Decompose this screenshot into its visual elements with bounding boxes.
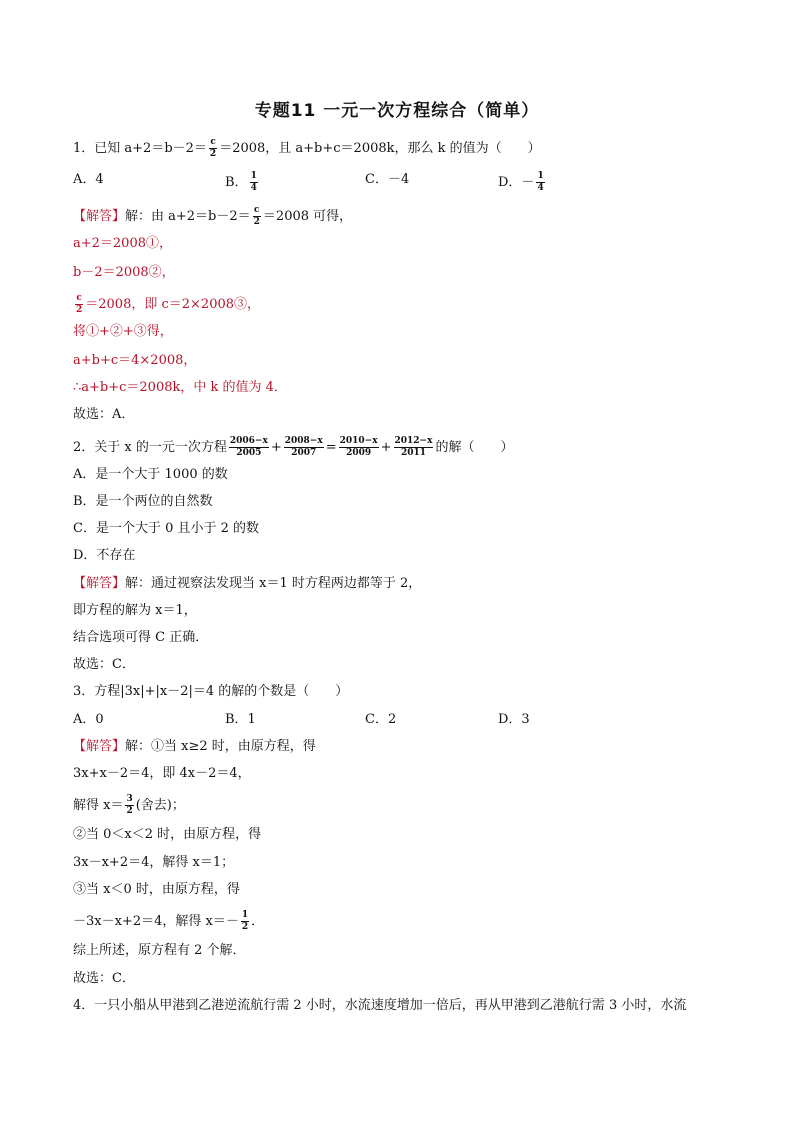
q1-option-c: C．－4 [365, 172, 410, 187]
q3-answer-line-3: 解得 x＝ $\frac{3}{2}$ (舍去)； [73, 794, 185, 816]
answer-label: 【解答】 [73, 576, 126, 591]
q2-answer-line-3: 结合选项可得 C 正确． [73, 630, 209, 645]
q2-option-a: A．是一个大于 1000 的数 [73, 467, 228, 482]
fraction: $\frac{2012-x}{2011}$ [394, 436, 433, 458]
page-title: 专题11 一元一次方程综合（简单） [254, 101, 540, 121]
fraction: $\frac{c}{2}$ [253, 205, 260, 227]
fraction: $\frac{1}{4}$ [537, 171, 544, 193]
q1-option-a: A．4 [73, 172, 104, 187]
q2-option-d: D．不存在 [73, 548, 136, 563]
q3-option-b: B．1 [225, 712, 256, 727]
q1-answer-line-4: $\frac{c}{2}$ ＝2008，即 c＝2×2008③， [76, 293, 261, 315]
q1-answer-line-1: 【解答】解：由 a+2＝b－2＝ $\frac{c}{2}$ ＝2008 可得， [73, 205, 353, 227]
fraction: $\frac{2006-x}{2005}$ [229, 436, 268, 458]
q1-option-b: B． $\frac{1}{4}$ [225, 171, 257, 193]
fraction: $\frac{2010-x}{2009}$ [339, 436, 378, 458]
q1-option-d: D．－ $\frac{1}{4}$ [498, 171, 544, 193]
q1-answer-line-6: a+b+c＝4×2008， [73, 353, 197, 368]
fraction: $\frac{2008-x}{2007}$ [284, 436, 323, 458]
q3-answer-line-5: 3x－x+2＝4，解得 x＝1； [73, 855, 235, 870]
q2-option-b: B．是一个两位的自然数 [73, 494, 213, 509]
question-1-stem: 1．已知 a+2＝b－2＝ $\frac{c}{2}$ ＝2008，且 a+b+c＝2008k，那么 k 的值为（ ） [73, 137, 541, 159]
fraction: $\frac{1}{2}$ [241, 910, 249, 932]
fraction: $\frac{1}{4}$ [250, 171, 257, 193]
q1-answer-line-3: b－2＝2008②， [73, 265, 175, 280]
q2-answer-line-4: 故选：C． [73, 657, 135, 672]
q3-answer-line-7: －3x－x+2＝4，解得 x＝－ $\frac{1}{2}$ ． [73, 910, 265, 932]
question-3-stem: 3．方程|3x|+|x－2|＝4 的解的个数是（ ） [73, 684, 349, 699]
q1-answer-line-5: 将①+②+③得， [73, 324, 173, 339]
q3-answer-line-4: ②当 0＜x＜2 时，由原方程，得 [73, 827, 262, 842]
q3-answer-line-9: 故选：C． [73, 971, 135, 986]
q3-option-a: A．0 [73, 712, 104, 727]
q3-answer-line-1: 【解答】解：①当 x≥2 时，由原方程，得 [73, 739, 316, 754]
q2-option-c: C．是一个大于 0 且小于 2 的数 [73, 521, 260, 536]
q3-option-d: D．3 [498, 712, 530, 727]
question-2-stem: 2．关于 x 的一元一次方程 $\frac{2006-x}{2005}$ + $\frac{2008-x}{2007}$ = $\frac{2010-x}{2009}$ + $\frac{2012-x}{2011}$ 的解（ ） [73, 436, 514, 458]
q3-answer-line-2: 3x+x－2＝4，即 4x－2＝4， [73, 766, 251, 781]
fraction: $\frac{c}{2}$ [209, 137, 217, 159]
q1-answer-line-2: a+2＝2008①， [73, 236, 172, 251]
fraction: $\frac{3}{2}$ [126, 794, 133, 816]
q1-answer-line-8: 故选：A． [73, 407, 135, 422]
q3-answer-line-6: ③当 x＜0 时，由原方程，得 [73, 882, 240, 897]
q3-option-c: C．2 [365, 712, 397, 727]
answer-label: 【解答】 [73, 209, 126, 224]
fraction: $\frac{c}{2}$ [76, 293, 83, 315]
question-4-stem: 4．一只小船从甲港到乙港逆流航行需 2 小时，水流速度增加一倍后，再从甲港到乙港航行需 3 小时，水流 [73, 998, 687, 1013]
q3-answer-line-8: 综上所述，原方程有 2 个解． [73, 943, 246, 958]
q1-answer-line-7: ∴a+b+c＝2008k，中 k 的值为 4． [73, 380, 287, 395]
q2-answer-line-1: 【解答】解：通过视察法发现当 x＝1 时方程两边都等于 2， [73, 576, 422, 591]
answer-label: 【解答】 [73, 739, 126, 754]
q2-answer-line-2: 即方程的解为 x＝1， [73, 603, 197, 618]
